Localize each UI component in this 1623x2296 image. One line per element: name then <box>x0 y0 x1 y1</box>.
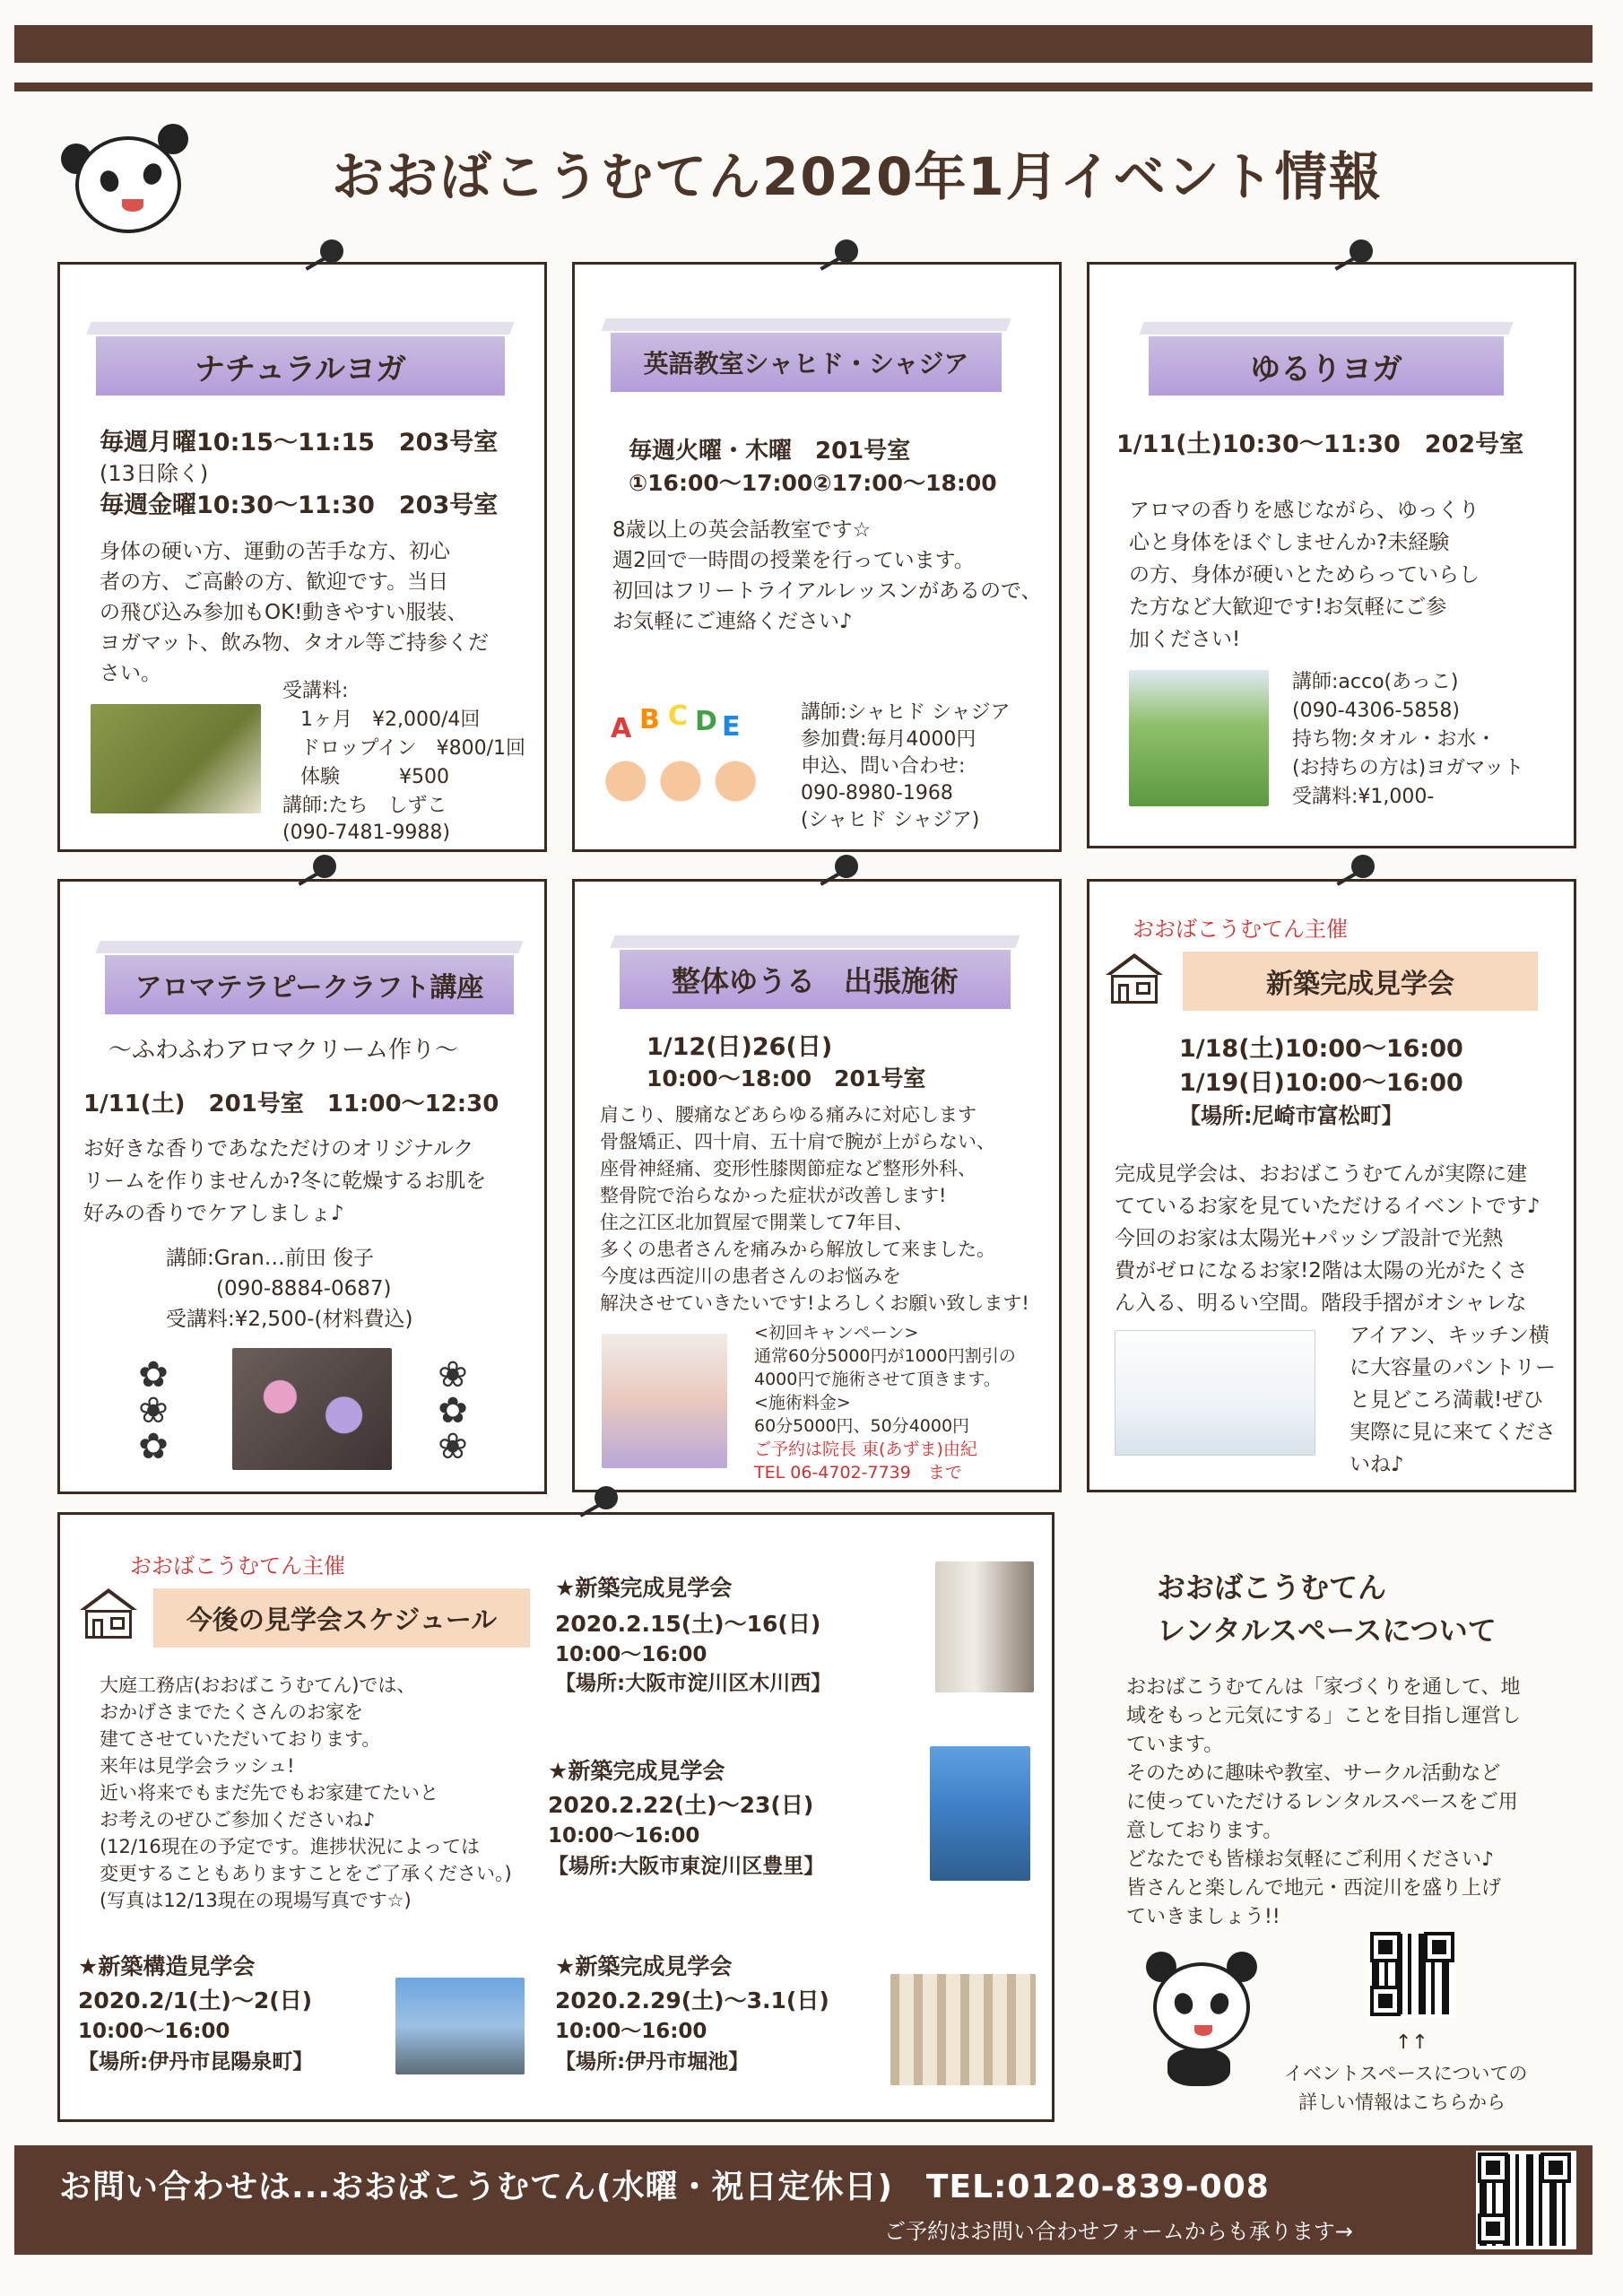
card-title-tape <box>611 333 1002 392</box>
rental-title: おおばこうむてん <box>1157 1570 1387 1605</box>
description-line: に大容量のパントリー <box>1350 1356 1556 1379</box>
campaign-line: 4000円で施術させて頂きます。 <box>754 1370 1001 1389</box>
teacher-name: 講師:たち しずこ <box>282 795 447 817</box>
qr-note: イベントスペースについての <box>1284 2063 1528 2084</box>
intro-line: 建てさせていただいております。 <box>100 1728 381 1750</box>
card-title: 英語教室シャヒド・シャジア <box>643 349 969 378</box>
footer-contact-bar <box>14 2145 1593 2255</box>
construction-photo <box>890 1974 1036 2085</box>
event-date: 2020.2/1(土)〜2(日) <box>78 1987 313 2013</box>
house-icon <box>80 1588 137 1639</box>
abc-letter: A <box>611 713 632 744</box>
intro-line: (写真は12/13現在の現場写真です☆) <box>100 1890 412 1911</box>
campaign-line: 通常60分5000円が1000円割引の <box>754 1346 1016 1366</box>
info-line: 090-8980-1968 <box>801 782 953 804</box>
teacher-name: 講師:Gran…前田 俊子 <box>166 1247 375 1270</box>
teacher-tel: (090-8884-0687) <box>216 1277 392 1300</box>
flower-icon: ✿ ❀ ✿ <box>138 1354 169 1467</box>
qr-code-icon[interactable] <box>1476 2151 1576 2249</box>
info-line: 参加費:毎月4000円 <box>801 728 976 751</box>
campaign-line: <施術料金> <box>754 1393 851 1413</box>
event-time: 10:00〜16:00 <box>555 2020 707 2043</box>
section-title: 今後の見学会スケジュール <box>186 1604 498 1635</box>
event-name: ★新築完成見学会 <box>548 1758 725 1784</box>
pushpin-icon <box>1326 239 1380 281</box>
card-title-tape <box>1183 952 1538 1011</box>
card-title-tape <box>620 950 1011 1009</box>
description-line: た方など大歓迎です!お気軽にご参 <box>1129 596 1447 619</box>
organizer-label: おおばこうむてん主催 <box>1133 917 1348 942</box>
card-aroma-craft <box>57 879 547 1494</box>
description-line: アロマの香りを感じながら、ゆっくり <box>1129 499 1480 522</box>
description-line: 肩こり、腰痛などあらゆる痛みに対応します <box>600 1104 976 1126</box>
event-date: 2020.2.29(土)〜3.1(日) <box>555 1987 829 2013</box>
campaign-line: <初回キャンペーン> <box>754 1323 919 1343</box>
campaign-line: 60分5000円、50分4000円 <box>754 1416 970 1436</box>
schedule-line: 10:00〜18:00 201号室 <box>647 1065 926 1091</box>
description-line: 住之江区北加賀屋で開業して7年目、 <box>600 1212 914 1233</box>
event-place: 【場所:伊丹市堀池】 <box>555 2050 750 2074</box>
abc-letter: C <box>668 700 689 732</box>
rental-title: レンタルスペースについて <box>1157 1613 1497 1648</box>
description-line: 身体の硬い方、運動の苦手な方、初心 <box>100 540 450 563</box>
place-line: 【場所:尼崎市富松町】 <box>1179 1103 1403 1128</box>
intro-line: (12/16現在の予定です。進捗状況によっては <box>100 1836 481 1857</box>
card-open-house <box>1087 879 1576 1492</box>
pushpin-icon <box>290 855 343 896</box>
event-place: 【場所:大阪市東淀川区豊里】 <box>548 1855 825 1878</box>
construction-photo <box>935 1561 1034 1692</box>
description-line: お好きな香りであなただけのオリジナルク <box>83 1137 474 1161</box>
event-date: 2020.2.15(土)〜16(日) <box>555 1611 821 1637</box>
description-line: 解決させていきたいです!よろしくお願い致します! <box>600 1292 1029 1314</box>
contact-line: お問い合わせは...おおばこうむてん(水曜・祝日定休日) TEL:0120-839-008 <box>59 2169 1270 2205</box>
event-place: 【場所:伊丹市昆陽泉町】 <box>78 2050 314 2074</box>
description-line: お気軽にご連絡ください♪ <box>612 610 853 633</box>
description-line: の飛び込み参加もOK!動きやすい服装、 <box>100 601 468 624</box>
description-line: アイアン、キッチン横 <box>1350 1324 1549 1347</box>
yoga-mat-photo <box>91 704 261 813</box>
card-title-tape <box>96 336 505 396</box>
event-time: 10:00〜16:00 <box>78 2020 230 2043</box>
intro-line: 近い将来でもまだ先でもお家建てたいと <box>100 1782 438 1804</box>
card-title: 整体ゆうる 出張施術 <box>671 964 959 998</box>
top-divider-line <box>14 83 1593 91</box>
description-line: ヨガマット、飲み物、タオル等ご持参くだ <box>100 631 490 655</box>
pushpin-icon <box>571 1486 625 1527</box>
description-line: 多くの患者さんを痛みから解放して来ました。 <box>600 1239 995 1260</box>
info-line: 講師:シャヒド シャジア <box>801 701 1011 724</box>
schedule-line: ①16:00〜17:00②17:00〜18:00 <box>629 470 997 496</box>
event-time: 10:00〜16:00 <box>555 1643 707 1666</box>
card-yururi-yoga <box>1087 262 1576 848</box>
pushpin-icon <box>812 855 865 896</box>
card-natural-yoga <box>57 262 547 852</box>
description-line: リームを作りませんか?冬に乾燥するお肌を <box>83 1170 487 1193</box>
construction-photo <box>930 1746 1030 1881</box>
description-line: 週2回で一時間の授業を行っています。 <box>612 549 975 572</box>
description-line: ん入る、明るい空間。階段手摺がオシャレな <box>1115 1292 1527 1315</box>
fee-line: 1ヶ月 ¥2,000/4回 <box>300 709 481 731</box>
schedule-line: 毎週火曜・木曜 201号室 <box>629 438 911 465</box>
rental-description: ていきましょう!! <box>1126 1906 1280 1928</box>
abc-letter: D <box>695 706 717 737</box>
event-name: ★新築完成見学会 <box>555 1575 733 1601</box>
top-banner-bar <box>14 25 1593 63</box>
card-english-class <box>572 262 1062 852</box>
rental-description: ています。 <box>1126 1734 1224 1756</box>
arrow-marks: ↑↑ <box>1395 2031 1428 2054</box>
abc-letter: B <box>639 704 660 735</box>
organizer-label: おおばこうむてん主催 <box>130 1553 345 1578</box>
description-line: 完成見学会は、おおばこうむてんが実際に建 <box>1115 1162 1527 1186</box>
card-title: ナチュラルヨガ <box>195 351 406 387</box>
kids-faces-illustration <box>600 756 761 806</box>
card-upcoming-schedule <box>57 1512 1055 2122</box>
rental-description: 域をもっと元気にする」ことを目指し運営し <box>1126 1705 1522 1727</box>
card-title: ゆるりヨガ <box>1250 351 1402 387</box>
description-line: 心と身体をほぐしませんか?未経験 <box>1129 531 1450 554</box>
reservation-note: ご予約はお問い合わせフォームからも承ります→ <box>884 2219 1353 2244</box>
description-line: 骨盤矯正、四十肩、五十肩で腕が上がらない、 <box>600 1131 995 1152</box>
info-line: 講師:acco(あっこ) <box>1292 671 1459 693</box>
card-title-tape <box>1149 336 1504 396</box>
intro-line: 大庭工務店(おおばこうむてん)では、 <box>100 1674 416 1696</box>
schedule-line: 1/12(日)26(日) <box>647 1033 833 1061</box>
schedule-line: 毎週金曜10:30〜11:30 203号室 <box>100 491 499 519</box>
page-title: おおばこうむてん2020年1月イベント情報 <box>332 146 1383 207</box>
description-line: 好みの香りでケアしましょ♪ <box>83 1202 344 1225</box>
panda-icon <box>1141 1952 1275 2086</box>
description-line: 費がゼロになるお家!2階は太陽の光がたくさ <box>1115 1259 1528 1283</box>
fee-line: 受講料:¥2,500-(材料費込) <box>166 1308 413 1331</box>
info-line: (お持ちの方は)ヨガマット <box>1292 757 1524 779</box>
event-place: 【場所:大阪市淀川区木川西】 <box>555 1672 832 1695</box>
card-title: 新築完成見学会 <box>1266 969 1454 1000</box>
event-name: ★新築完成見学会 <box>555 1953 733 1979</box>
section-title-tape <box>153 1588 530 1648</box>
info-line: 受講料:¥1,000- <box>1292 786 1435 808</box>
description-line: 整骨院で治らなかった症状が改善します! <box>600 1185 947 1206</box>
qr-code-icon[interactable] <box>1368 1930 1456 2018</box>
abc-letter: E <box>722 711 741 743</box>
date-line: 1/18(土)10:00〜16:00 <box>1179 1035 1463 1063</box>
description-line: 者の方、ご高齢の方、歓迎です。当日 <box>100 570 449 594</box>
intro-line: 変更することもありますことをご了承ください。) <box>100 1863 512 1884</box>
flower-icon: ❀ ✿ ❀ <box>438 1354 468 1467</box>
description-line: 今度は西淀川の患者さんのお悩みを <box>600 1265 901 1287</box>
fee-label: 受講料: <box>282 680 349 702</box>
card-title: アロマテラピークラフト講座 <box>135 972 484 1004</box>
rental-description: おおばこうむてんは「家づくりを通して、地 <box>1126 1676 1521 1699</box>
event-date: 2020.2.22(土)〜23(日) <box>548 1792 814 1818</box>
info-line: 持ち物:タオル・お水・ <box>1292 728 1497 751</box>
subtitle: 〜ふわふわアロマクリーム作り〜 <box>108 1037 459 1064</box>
rental-description: どなたでも皆様お気軽にご利用ください♪ <box>1126 1848 1495 1871</box>
pushpin-icon <box>1328 855 1382 896</box>
date-line: 1/19(日)10:00〜16:00 <box>1179 1069 1463 1097</box>
description-line: 初回はフリートライアルレッスンがあるので、 <box>612 579 1042 603</box>
description-line: 今回のお家は太陽光+パッシブ設計で光熱 <box>1115 1227 1504 1250</box>
teacher-tel: (090-7481-9988) <box>282 822 451 844</box>
schedule-line: 1/11(土) 201号室 11:00〜12:30 <box>83 1091 499 1118</box>
info-line: (シャヒド シャジア) <box>801 809 980 831</box>
schedule-note: (13日除く) <box>100 461 209 486</box>
rental-description: 意しております。 <box>1126 1820 1283 1842</box>
aroma-cream-photo <box>232 1348 392 1470</box>
intro-line: おかげさまでたくさんのお家を <box>100 1701 363 1723</box>
description-line: 加ください! <box>1129 628 1241 651</box>
pushpin-icon <box>812 239 865 281</box>
description-line: の方、身体が硬いとためらっていらし <box>1129 563 1480 587</box>
pushpin-icon <box>297 239 351 281</box>
house-sketch-illustration <box>1115 1330 1315 1456</box>
event-name: ★新築構造見学会 <box>78 1953 256 1979</box>
description-line: さい。 <box>100 662 161 685</box>
intro-line: お考えのぜひご参加くださいね♪ <box>100 1809 376 1831</box>
seitai-treatment-photo <box>602 1334 727 1468</box>
panda-icon <box>57 118 192 235</box>
description-line: いね♪ <box>1350 1453 1404 1476</box>
intro-line: 来年は見学会ラッシュ! <box>100 1755 295 1777</box>
house-icon <box>1106 953 1163 1004</box>
construction-photo <box>395 1978 525 2074</box>
description-line: と見どころ満載!ぜひ <box>1350 1388 1544 1412</box>
card-title-tape <box>105 955 514 1014</box>
description-line: 座骨神経痛、変形性膝関節症など整形外科、 <box>600 1158 976 1179</box>
qr-note: 詳しい情報はこちらから <box>1298 2092 1506 2113</box>
fee-line: 体験 ¥500 <box>300 766 449 788</box>
fee-line: ドロップイン ¥800/1回 <box>300 737 525 760</box>
rental-description: そのために趣味や教室、サークル活動など <box>1126 1762 1501 1785</box>
reserve-line: ご予約は院長 東(あずま)由紀 <box>754 1439 977 1459</box>
info-line: (090-4306-5858) <box>1292 700 1461 722</box>
rental-description: に使っていただけるレンタルスペースをご用 <box>1126 1791 1518 1813</box>
schedule-line: 1/11(土)10:30〜11:30 202号室 <box>1116 430 1524 458</box>
reserve-tel: TEL 06-4702-7739 まで <box>754 1463 962 1483</box>
description-line: 8歳以上の英会話教室です☆ <box>612 518 872 542</box>
description-line: てているお家を見ていただけるイベントです♪ <box>1115 1195 1541 1218</box>
outdoor-yoga-photo <box>1129 670 1269 806</box>
card-seitai <box>572 879 1062 1492</box>
description-line: 実際に見に来てくださ <box>1350 1421 1556 1444</box>
rental-description: 皆さんと楽しんで地元・西淀川を盛り上げ <box>1126 1877 1502 1900</box>
info-line: 申込、問い合わせ: <box>801 755 966 778</box>
event-time: 10:00〜16:00 <box>548 1824 700 1848</box>
schedule-line: 毎週月曜10:15〜11:15 203号室 <box>100 429 499 457</box>
